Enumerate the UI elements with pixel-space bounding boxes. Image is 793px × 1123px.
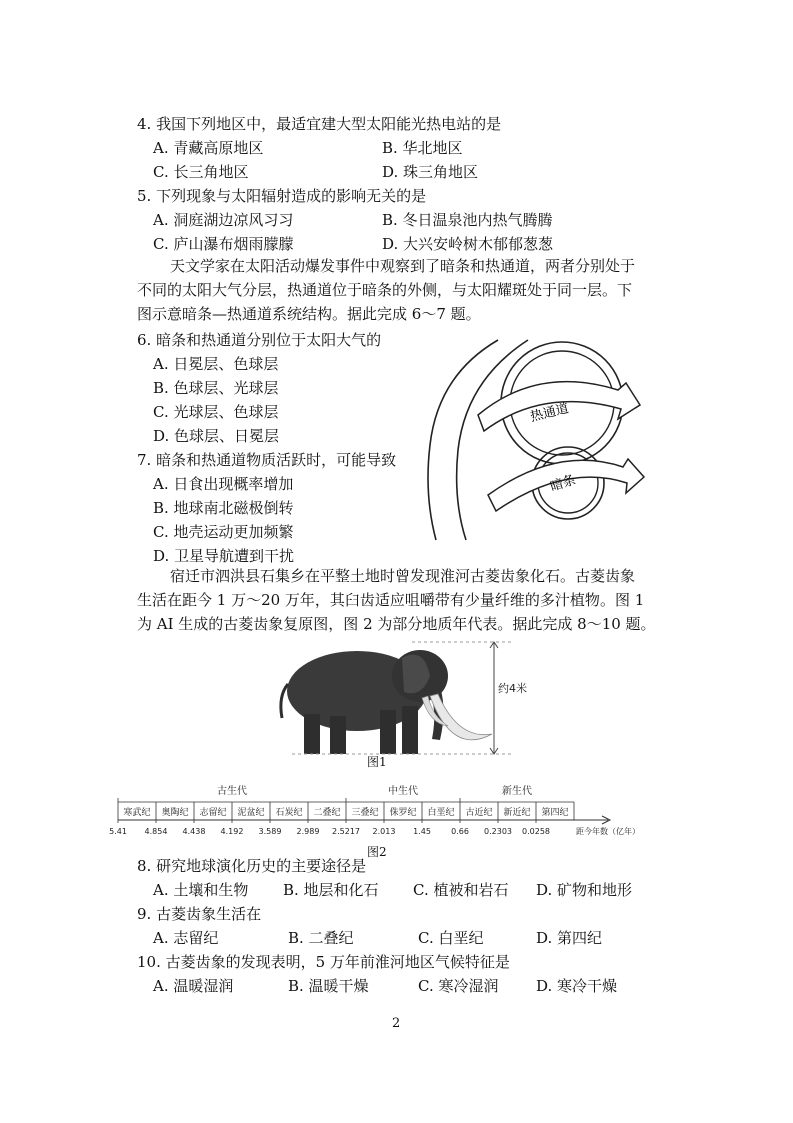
passage1-line-3: 图示意暗条—热通道系统结构。据此完成 6～7 题。 bbox=[137, 305, 481, 323]
age-tick-label: 0.66 bbox=[451, 827, 469, 836]
q8-option-a[interactable]: A. 土壤和生物 bbox=[153, 881, 249, 899]
passage1-line-1: 天文学家在太阳活动爆发事件中观察到了暗条和热通道，两者分别处于 bbox=[170, 257, 636, 275]
era-label: 中生代 bbox=[388, 786, 418, 797]
period-label: 泥盆纪 bbox=[237, 808, 265, 818]
figure1-caption: 图1 bbox=[367, 755, 387, 769]
period-label: 奥陶纪 bbox=[161, 808, 189, 818]
q10-option-a[interactable]: A. 温暖湿润 bbox=[153, 977, 234, 995]
q4-option-a[interactable]: A. 青藏高原地区 bbox=[153, 139, 264, 157]
figure2-caption: 图2 bbox=[367, 845, 387, 859]
q9-option-c[interactable]: C. 白垩纪 bbox=[418, 929, 484, 947]
q9-stem: 9. 古菱齿象生活在 bbox=[137, 905, 262, 923]
q7-option-c[interactable]: C. 地壳运动更加频繁 bbox=[153, 523, 294, 541]
filament-hot-channel-diagram bbox=[418, 335, 658, 545]
q5-option-c[interactable]: C. 庐山瀑布烟雨朦朦 bbox=[153, 235, 294, 253]
period-label: 志留纪 bbox=[199, 808, 227, 818]
period-label: 三叠纪 bbox=[351, 808, 379, 818]
q7-stem: 7. 暗条和热通道物质活跃时，可能导致 bbox=[137, 451, 397, 469]
q10-option-d[interactable]: D. 寒冷干燥 bbox=[536, 977, 618, 995]
dark-filament-label: 暗条 bbox=[548, 472, 578, 495]
q5-option-d[interactable]: D. 大兴安岭树木郁郁葱葱 bbox=[382, 235, 554, 253]
age-tick-label: 2.013 bbox=[372, 827, 396, 836]
q9-option-d[interactable]: D. 第四纪 bbox=[536, 929, 603, 947]
hot-channel-label: 热通道 bbox=[528, 401, 571, 426]
q8-option-d[interactable]: D. 矿物和地形 bbox=[536, 881, 633, 899]
q8-stem: 8. 研究地球演化历史的主要途径是 bbox=[137, 857, 367, 875]
passage2-line-3: 为 AI 生成的古菱齿象复原图，图 2 为部分地质年代表。据此完成 8～10 题。 bbox=[137, 615, 656, 633]
q8-option-b[interactable]: B. 地层和化石 bbox=[283, 881, 379, 899]
period-label: 新近纪 bbox=[503, 808, 531, 818]
age-tick-label: 1.45 bbox=[413, 827, 431, 836]
q7-option-b[interactable]: B. 地球南北磁极倒转 bbox=[153, 499, 294, 517]
page-number: 2 bbox=[392, 1016, 401, 1031]
q10-option-b[interactable]: B. 温暖干燥 bbox=[288, 977, 369, 995]
q9-option-a[interactable]: A. 志留纪 bbox=[153, 929, 219, 947]
era-label: 古生代 bbox=[217, 786, 247, 797]
q6-stem: 6. 暗条和热通道分别位于太阳大气的 bbox=[137, 331, 382, 349]
q6-option-c[interactable]: C. 光球层、色球层 bbox=[153, 403, 279, 421]
q4-option-c[interactable]: C. 长三角地区 bbox=[153, 163, 249, 181]
elephant-height-label: 约4米 bbox=[498, 682, 527, 695]
period-label: 第四纪 bbox=[541, 808, 569, 818]
q8-option-c[interactable]: C. 植被和岩石 bbox=[413, 881, 509, 899]
age-tick-label: 4.192 bbox=[220, 827, 244, 836]
age-tick-label: 4.438 bbox=[182, 827, 206, 836]
q6-option-a[interactable]: A. 日冕层、色球层 bbox=[153, 355, 279, 373]
q4-stem: 4. 我国下列地区中，最适宜建大型太阳能光热电站的是 bbox=[137, 115, 502, 133]
q7-option-d[interactable]: D. 卫星导航遭到干扰 bbox=[153, 547, 295, 565]
period-label: 二叠纪 bbox=[313, 808, 341, 818]
period-label: 石炭纪 bbox=[275, 808, 303, 818]
q7-option-a[interactable]: A. 日食出现概率增加 bbox=[153, 475, 294, 493]
passage2-line-2: 生活在距今 1 万～20 万年，其臼齿适应咀嚼带有少量纤维的多汁植物。图 1 bbox=[137, 591, 645, 609]
period-label: 侏罗纪 bbox=[389, 808, 417, 818]
era-label: 新生代 bbox=[502, 786, 532, 797]
q5-stem: 5. 下列现象与太阳辐射造成的影响无关的是 bbox=[137, 187, 427, 205]
q10-stem: 10. 古菱齿象的发现表明，5 万年前淮河地区气候特征是 bbox=[137, 953, 510, 971]
period-label: 古近纪 bbox=[465, 808, 493, 818]
period-label: 寒武纪 bbox=[123, 808, 151, 818]
q6-option-d[interactable]: D. 色球层、日冕层 bbox=[153, 427, 280, 445]
q9-option-b[interactable]: B. 二叠纪 bbox=[288, 929, 354, 947]
period-label: 白垩纪 bbox=[427, 808, 455, 818]
passage2-line-1: 宿迁市泗洪县石集乡在平整土地时曾发现淮河古菱齿象化石。古菱齿象 bbox=[170, 567, 636, 585]
passage1-line-2: 不同的太阳大气分层，热通道位于暗条的外侧，与太阳耀斑处于同一层。下 bbox=[137, 281, 633, 299]
age-tick-label: 3.589 bbox=[258, 827, 282, 836]
age-tick-label: 2.989 bbox=[296, 827, 320, 836]
q10-option-c[interactable]: C. 寒冷湿润 bbox=[418, 977, 499, 995]
q5-option-b[interactable]: B. 冬日温泉池内热气腾腾 bbox=[382, 211, 553, 229]
axis-unit-label: 距今年数（亿年） bbox=[576, 827, 640, 836]
q4-option-b[interactable]: B. 华北地区 bbox=[382, 139, 463, 157]
age-tick-label: 2.5217 bbox=[332, 827, 360, 836]
geologic-time-table bbox=[110, 782, 670, 850]
q5-option-a[interactable]: A. 洞庭湖边凉风习习 bbox=[153, 211, 294, 229]
elephant-reconstruction-image bbox=[262, 636, 527, 768]
age-tick-label: 5.41 bbox=[109, 827, 127, 836]
age-tick-label: 0.0258 bbox=[522, 827, 550, 836]
q4-option-d[interactable]: D. 珠三角地区 bbox=[382, 163, 479, 181]
age-tick-label: 0.2303 bbox=[484, 827, 512, 836]
q6-option-b[interactable]: B. 色球层、光球层 bbox=[153, 379, 279, 397]
age-tick-label: 4.854 bbox=[144, 827, 168, 836]
